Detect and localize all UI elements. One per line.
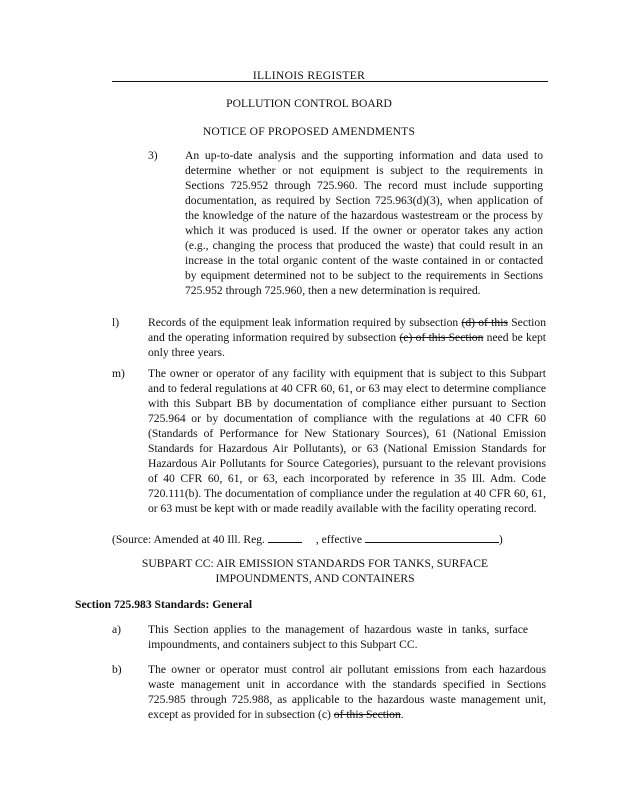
item-b-label: b) [112,663,122,676]
item-3-text: An up-to-date analysis and the supporting information and data used to determine whether or not equipment is subject to the requirements in Sections 725.952 through 725.960. The record must include supporting documentation, as required by Section 725.963(d)(3), when application of the knowledge of the nature of the hazardous wastestream or the process by which it was produced is used. If the owner or operator takes any action (e.g., changing the process that produced the waste) that could result in an increase in the total organic content of the waste contained in or contacted by equipment determined not to be subject to the requirements in Sections 725.952 through 725.960, then a new determination is required. [185,149,543,297]
register-blank [268,531,302,543]
notice-title: NOTICE OF PROPOSED AMENDMENTS [202,125,416,138]
source-note [112,531,552,547]
header-rule [112,81,548,82]
item-b-text-main: The owner or operator must control air pollutant emissions from each hazardous waste management unit in accordance with the standards specified in Sections 725.985 through 725.988, as applicable to the hazardous waste management unit, except as provided for in subsection (c) [148,663,546,721]
subpart-heading-line-2: IMPOUNDMENTS, AND CONTAINERS [215,572,415,585]
section-heading: Section 725.983 Standards: General [75,598,253,611]
item-l-strike-1: (d) of this [461,316,508,329]
board-title: POLLUTION CONTROL BOARD [226,97,392,110]
source-prefix: (Source: Amended at 40 Ill. Reg. [112,533,265,546]
item-l-text-c: need be kept only three years. [148,331,547,359]
item-3-label: 3) [148,149,158,162]
item-l-text-b: Section and the operating information required by subsection [148,316,546,344]
item-m-label: m) [112,367,125,380]
item-b-strike: of this Section [333,708,401,721]
source-suffix: ) [498,533,503,546]
item-b-text [148,662,546,722]
item-l-strike-2: (e) of this Section [399,331,484,344]
source-mid: , effective [315,533,362,546]
subpart-heading-line-1: SUBPART CC: AIR EMISSION STANDARDS FOR TANKS, SURFACE [141,557,489,570]
item-l-label: l) [112,316,120,329]
register-title: ILLINOIS REGISTER [252,69,366,82]
item-l-text [148,315,546,360]
effective-date-blank [365,531,499,543]
item-l-text-a: Records of the equipment leak information required by subsection [148,316,459,329]
item-a-text: This Section applies to the management of hazardous waste in tanks, surface impoundments, and containers subject to this Subpart CC. [148,623,528,651]
item-m-text: The owner or operator of any facility with equipment that is subject to this Subpart and to federal regulations at 40 CFR 60, 61, or 63 may elect to determine compliance with this Subpart BB by documentation of compliance either pursuant to Section 725.964 or by documentation of compliance with the regulations at 40 CFR 60 (Standards of Performance for New Stationary Sources), 61 (National Emission Standards for Hazardous Air Pollutants), or 63 (National Emission Standards for Hazardous Air Pollutants for Source Categories), pursuant to the relevant provisions of 40 CFR 60, 61, or 63, each incorporated by reference in 35 Ill. Adm. Code 720.111(b). The documentation of compliance under the regulation at 40 CFR 60, 61, or 63 must be kept with or made readily available with the facility operating record. [148,367,546,515]
item-a-label: a) [112,623,122,636]
item-b-end: . [400,708,404,721]
